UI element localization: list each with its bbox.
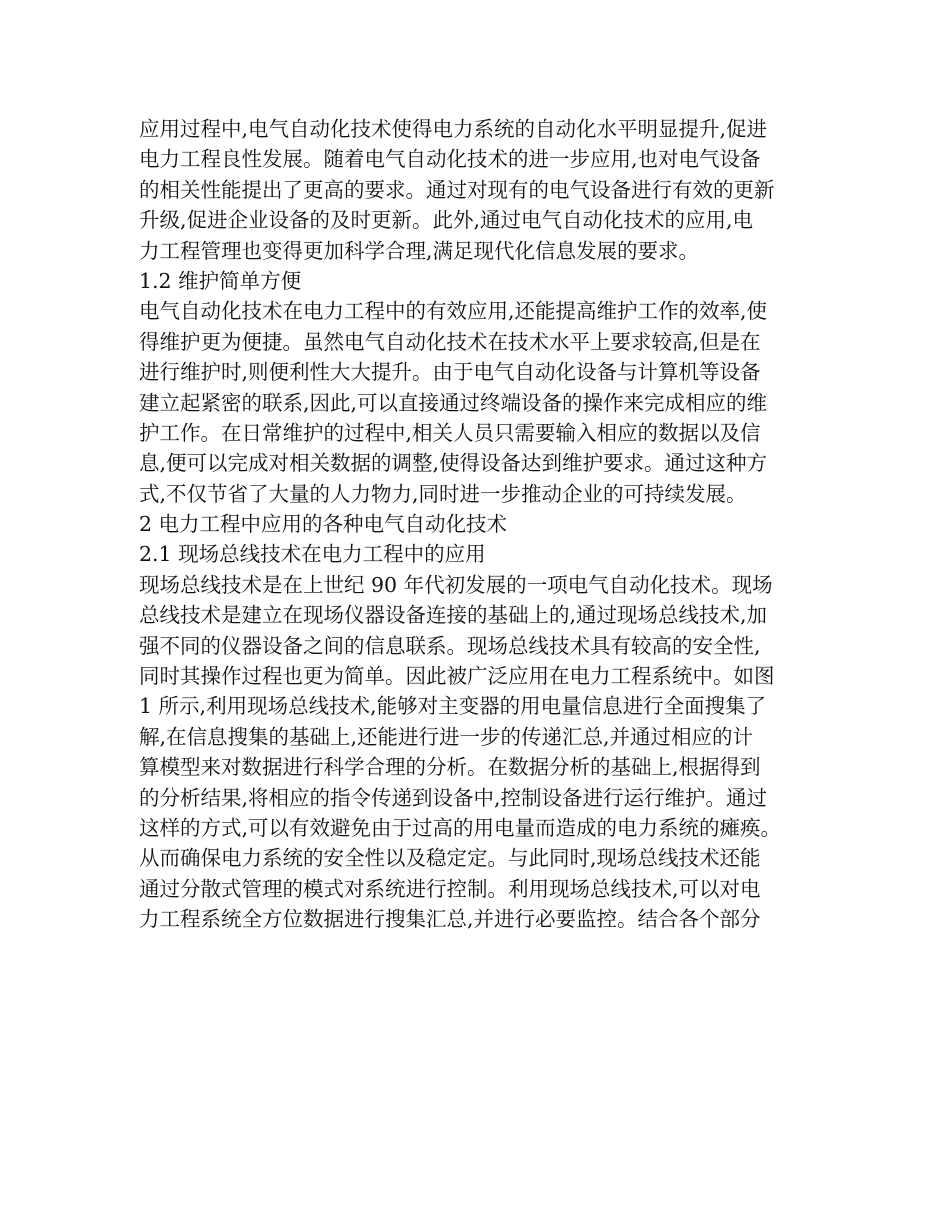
text-line: 电力工程良性发展。随着电气自动化技术的进一步应用,也对电气设备 <box>139 147 761 172</box>
text-line: 建立起紧密的联系,因此,可以直接通过终端设备的操作来完成相应的维 <box>139 390 768 415</box>
section-heading: 1.2 维护简单方便 <box>139 268 302 293</box>
text-line: 总线技术是建立在现场仪器设备连接的基础上的,通过现场总线技术,加 <box>139 603 768 628</box>
text-line: 的相关性能提出了更高的要求。通过对现有的电气设备进行有效的更新 <box>139 177 775 202</box>
text-line: 解,在信息搜集的基础上,还能进行进一步的传递汇总,并通过相应的计 <box>139 724 754 749</box>
text-line: 算模型来对数据进行科学合理的分析。在数据分析的基础上,根据得到 <box>139 755 761 780</box>
text-line: 式,不仅节省了大量的人力物力,同时进一步推动企业的可持续发展。 <box>139 481 747 506</box>
text-line: 护工作。在日常维护的过程中,相关人员只需要输入相应的数据以及信 <box>139 420 761 445</box>
text-line: 应用过程中,电气自动化技术使得电力系统的自动化水平明显提升,促进 <box>139 117 768 141</box>
text-line: 强不同的仪器设备之间的信息联系。现场总线技术具有较高的安全性, <box>139 633 761 658</box>
text-line: 的分析结果,将相应的指令传递到设备中,控制设备进行运行维护。通过 <box>139 785 768 810</box>
text-line: 力工程管理也变得更加科学合理,满足现代化信息发展的要求。 <box>139 238 700 263</box>
text-line: 从而确保电力系统的安全性以及稳定定。与此同时,现场总线技术还能 <box>139 846 761 871</box>
text-line: 升级,促进企业设备的及时更新。此外,通过电气自动化技术的应用,电 <box>139 208 754 233</box>
text-line: 得维护更为便捷。虽然电气自动化技术在技术水平上要求较高,但是在 <box>139 329 761 354</box>
document-body-text <box>139 114 839 935</box>
text-line: 电气自动化技术在电力工程中的有效应用,还能提高维护工作的效率,使 <box>139 299 768 324</box>
text-line: 力工程系统全方位数据进行搜集汇总,并进行必要监控。结合各个部分 <box>139 907 761 932</box>
section-heading: 2.1 现场总线技术在电力工程中的应用 <box>139 542 486 567</box>
text-line: 现场总线技术是在上世纪 90 年代初发展的一项电气自动化技术。现场 <box>139 572 773 597</box>
section-heading: 2 电力工程中应用的各种电气自动化技术 <box>139 512 508 537</box>
text-line: 这样的方式,可以有效避免由于过高的用电量而造成的电力系统的瘫痪。 <box>139 815 782 840</box>
text-line: 1 所示,利用现场总线技术,能够对主变器的用电量信息进行全面搜集了 <box>139 694 767 719</box>
text-line: 同时其操作过程也更为简单。因此被广泛应用在电力工程系统中。如图 <box>139 664 775 689</box>
text-line: 息,便可以完成对相关数据的调整,使得设备达到维护要求。通过这种方 <box>139 451 768 476</box>
text-line: 进行维护时,则便利性大大提升。由于电气自动化设备与计算机等设备 <box>139 360 761 385</box>
text-line: 通过分散式管理的模式对系统进行控制。利用现场总线技术,可以对电 <box>139 876 761 901</box>
